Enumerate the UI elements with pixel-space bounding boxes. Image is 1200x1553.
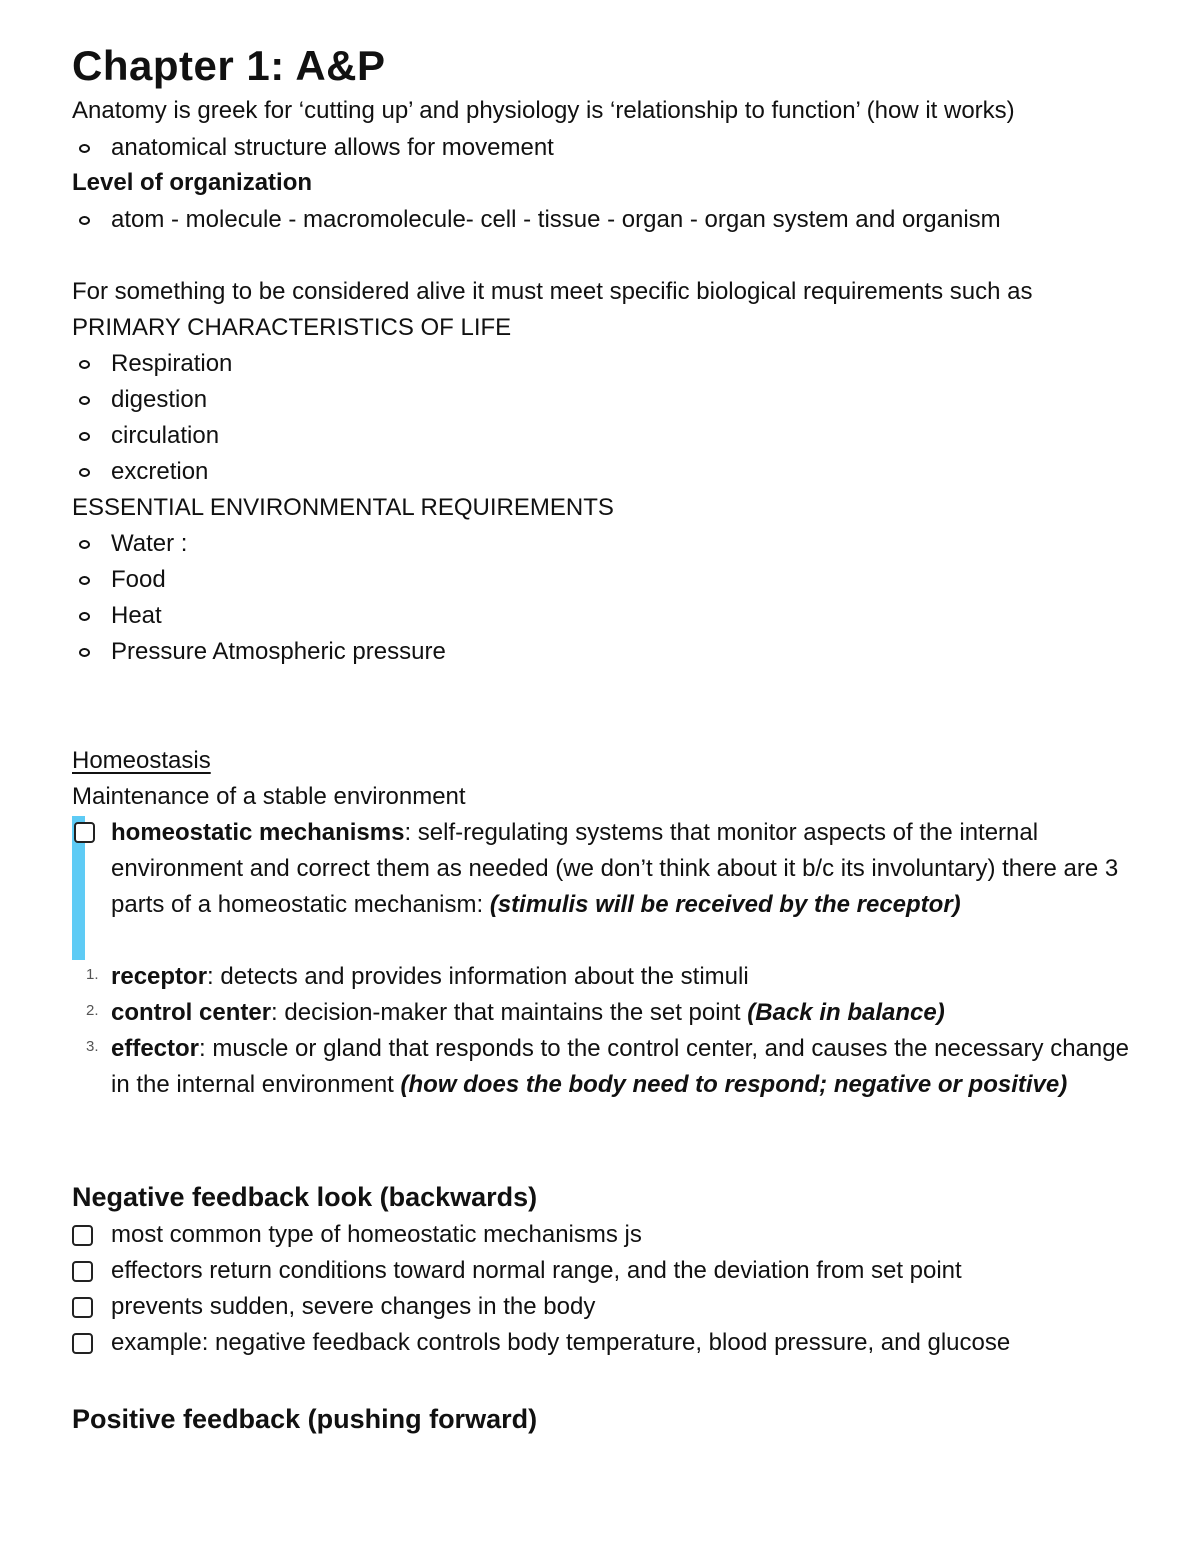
numbered-item: effector: muscle or gland that responds to the control center, and causes the necessary change in the internal environment (how does the body need to respond; negative or positive) — [111, 1035, 1129, 1098]
homeostasis-definition: Maintenance of a stable environment — [72, 783, 466, 810]
bullet-icon — [79, 648, 90, 657]
list-number: 3. — [86, 1038, 99, 1055]
list-number: 1. — [86, 966, 99, 983]
section-heading-essential: ESSENTIAL ENVIRONMENTAL REQUIREMENTS — [72, 494, 614, 521]
section-heading-levels: Level of organization — [72, 169, 313, 196]
homeostatic-mechanisms-text: homeostatic mechanisms: self-regulating systems that monitor aspects of the internal environment and correct them as needed (we don’t think about it b/c its involuntary) there are 3 parts of a homeostatic mechanism: (stimulis will be received by the receptor) — [111, 819, 1119, 918]
intro-text: Anatomy is greek for ‘cutting up’ and physiology is ‘relationship to function’ (how it works) — [72, 97, 1015, 124]
numbered-item: control center: decision-maker that maintains the set point (Back in balance) — [111, 999, 945, 1026]
checkbox[interactable] — [72, 1225, 93, 1246]
numbered-item: receptor: detects and provides information about the stimuli — [111, 963, 749, 990]
checkbox[interactable] — [72, 1333, 93, 1354]
bullet-icon — [79, 396, 90, 405]
section-heading-positive: Positive feedback (pushing forward) — [72, 1404, 538, 1434]
section-heading-primary: PRIMARY CHARACTERISTICS OF LIFE — [72, 314, 512, 341]
checklist-item: example: negative feedback controls body temperature, blood pressure, and glucose — [111, 1329, 1011, 1356]
list-number: 2. — [86, 1002, 99, 1019]
bullet-icon — [79, 576, 90, 585]
checkbox[interactable] — [74, 822, 95, 843]
bullet-icon — [79, 216, 90, 225]
bullet-icon — [79, 144, 90, 153]
section-heading-homeostasis: Homeostasis — [72, 747, 211, 774]
bullet-icon — [79, 612, 90, 621]
checklist-item: effectors return conditions toward normal range, and the deviation from set point — [111, 1257, 962, 1284]
bullet-icon — [79, 360, 90, 369]
checklist-item: prevents sudden, severe changes in the body — [111, 1293, 596, 1320]
checkbox[interactable] — [72, 1297, 93, 1318]
checklist-item: most common type of homeostatic mechanisms js — [111, 1221, 642, 1248]
section-heading-negative: Negative feedback look (backwards) — [72, 1182, 538, 1212]
alive-sentence: For something to be considered alive it must meet specific biological requirements such as — [72, 278, 1033, 305]
bullet-icon — [79, 540, 90, 549]
page-title: Chapter 1: A&P — [72, 42, 386, 89]
bullet-icon — [79, 432, 90, 441]
checkbox[interactable] — [72, 1261, 93, 1282]
bullet-icon — [79, 468, 90, 477]
